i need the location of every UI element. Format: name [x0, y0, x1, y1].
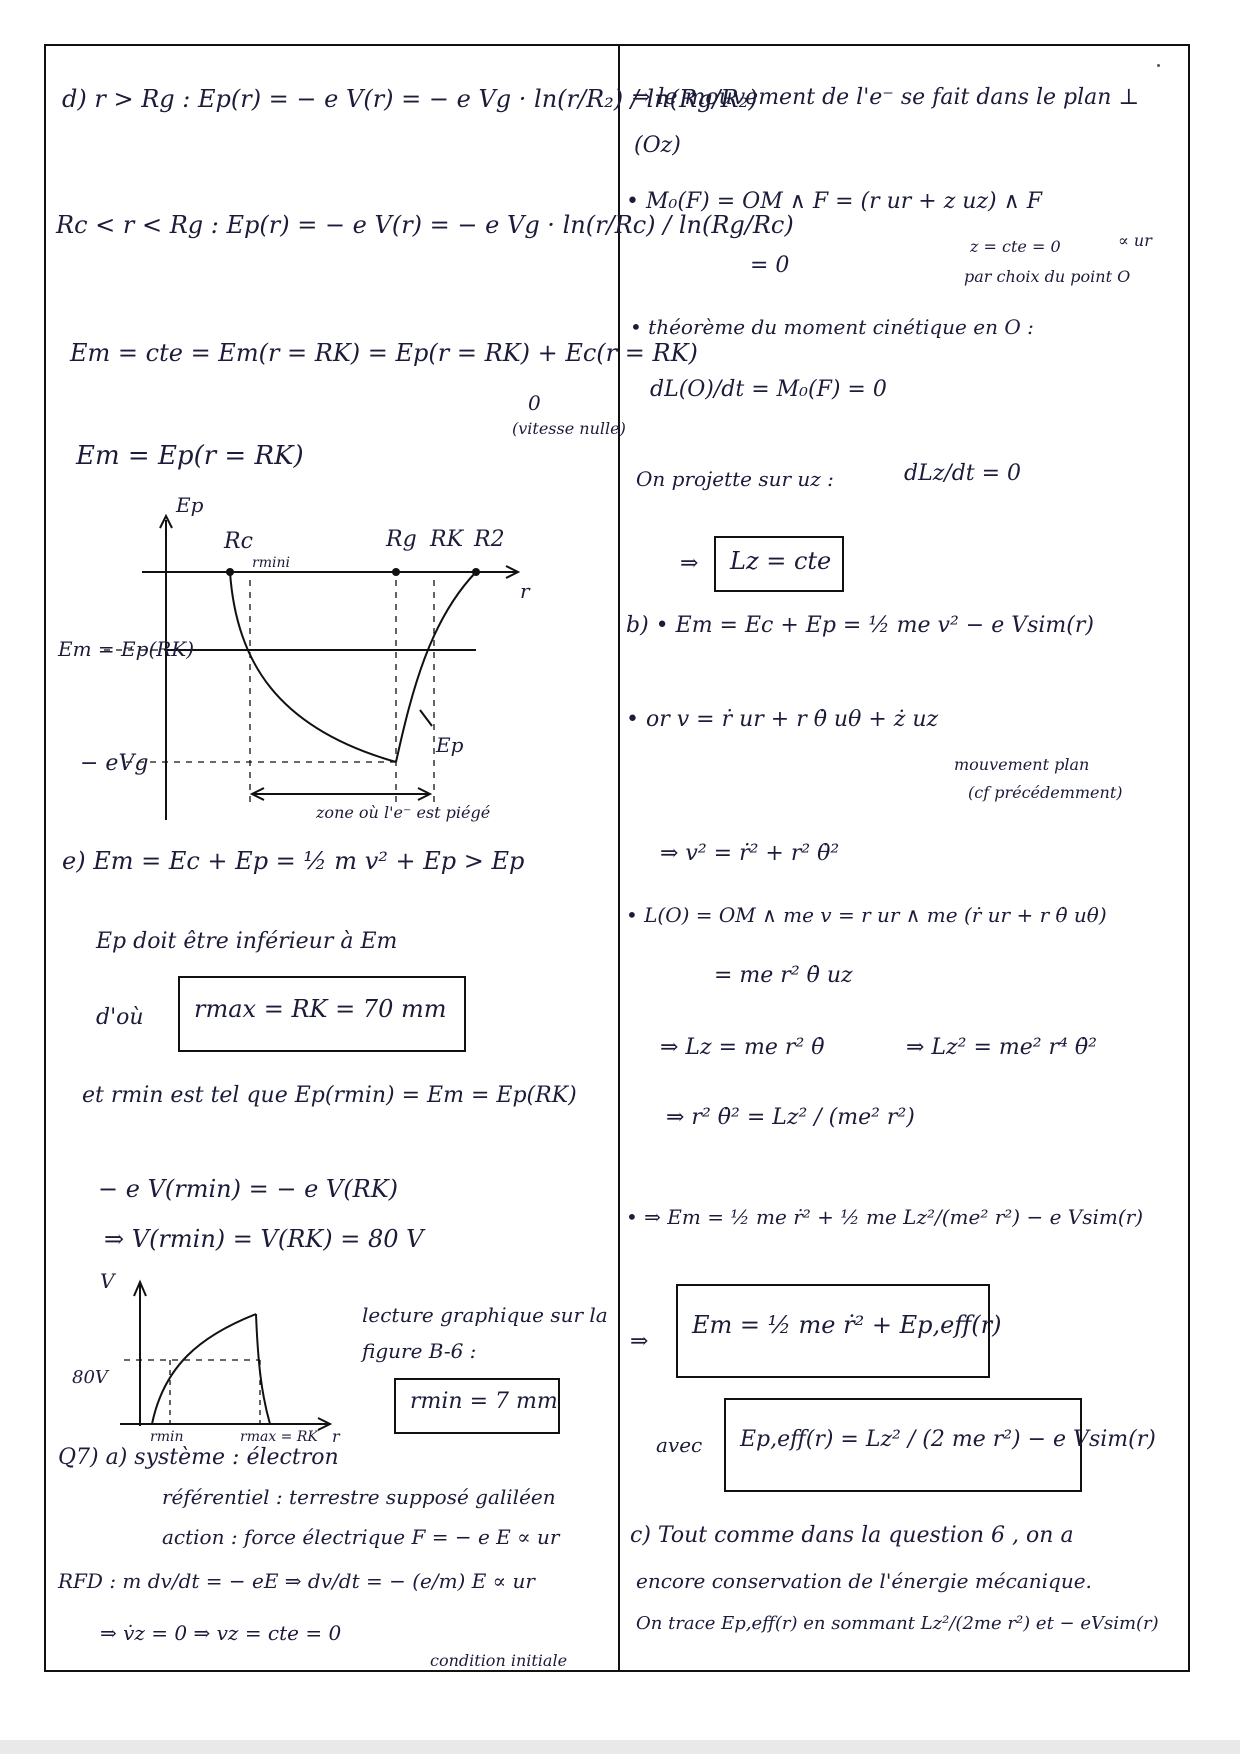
q7-action: action : force électrique F = − e E ∝ ur [162, 1525, 560, 1549]
mouvement-plan: mouvement plan [954, 755, 1090, 774]
ep-pointer [420, 710, 432, 726]
graph2-rmax: rmax = RK [240, 1429, 318, 1445]
v-curve-outer [256, 1314, 270, 1424]
plan-perpendicular: ⇒ le mouvement de l'e⁻ se fait dans le plan ⊥ [632, 85, 1140, 110]
part-c-line3: On trace Ep,eff(r) en sommant Lz²/(2me r²) et − eVsim(r) [636, 1613, 1159, 1634]
em-box [676, 1284, 1002, 1378]
v-graph [80, 1276, 360, 1436]
graph1-r2: R2 [474, 527, 505, 552]
projette: On projette sur uz : [636, 467, 834, 491]
graph1-vg-label: − eVg [80, 751, 149, 776]
avec: avec [656, 1433, 703, 1457]
rmin-result: rmin = 7 mm [410, 1389, 558, 1414]
moment-force: • M₀(F) = OM ∧ F = (r ur + z uz) ∧ F [626, 189, 1042, 214]
v-squared: ⇒ v² = ṙ² + r² θ̇² [660, 841, 840, 866]
ep-curve-inner [230, 572, 396, 762]
lz-expression: ⇒ Lz = me r² θ̇ [660, 1035, 825, 1060]
rmin-definition: et rmin est tel que Ep(rmin) = Em = Ep(RK) [82, 1083, 577, 1108]
q7-rfd: RFD : m dv/dt = − eE ⇒ dv/dt = − (e/m) E ∝ ur [58, 1569, 535, 1593]
choix-point: par choix du point O [964, 267, 1131, 286]
r2-point [472, 568, 480, 576]
graph1-xlabel: r [520, 579, 530, 603]
em-conservation: Em = cte = Em(r = RK) = Ep(r = RK) + Ec(r = RK) [70, 339, 698, 367]
ec-zero: 0 [528, 391, 541, 415]
q7-systeme: Q7) a) système : électron [58, 1445, 339, 1470]
plan-oz: (Oz) [634, 133, 681, 158]
part-d-exterior: d) r > Rg : Ep(r) = − e V(r) = − e Vg · ln(r/R₂) / ln(Rg/R₂) [62, 85, 758, 113]
graph1-rg: Rg [386, 527, 417, 552]
graph1-ep-curve-label: Ep [436, 733, 464, 757]
part-e-energy: e) Em = Ec + Ep = ½ m v² + Ep > Ep [62, 847, 525, 875]
dl-dt: dL(O)/dt = M₀(F) = 0 [650, 377, 887, 402]
condition-initiale: condition initiale [430, 1651, 568, 1670]
lz-box [714, 536, 844, 592]
column-divider [618, 44, 620, 1670]
em-full: • ⇒ Em = ½ me ṙ² + ½ me Lz²/(me² r²) − e Vsim(r) [626, 1205, 1143, 1229]
graph2-xlabel: r [332, 1427, 340, 1446]
d-ou: d'où [96, 1005, 144, 1030]
graph1-rk: RK [430, 527, 463, 552]
lz-constant: Lz = cte [730, 547, 832, 575]
part-c-line2: encore conservation de l'énergie mécanique. [636, 1569, 1092, 1593]
graph1-zone-label: zone où l'e⁻ est piégé [316, 803, 491, 822]
graph1-rc: Rc [224, 529, 253, 554]
r2-thetadot2: ⇒ r² θ̇² = Lz² / (me² r²) [666, 1105, 915, 1130]
q7-vz: ⇒ v̇z = 0 ⇒ vz = cte = 0 [100, 1621, 342, 1645]
rg-point [392, 568, 400, 576]
graph1-rmini: rmini [252, 555, 290, 571]
rmax-box [178, 976, 466, 1052]
part-c-line1: c) Tout comme dans la question 6 , on a [630, 1523, 1074, 1548]
graph1-ylabel: Ep [176, 493, 204, 517]
v-equation-1: − e V(rmin) = − e V(RK) [98, 1175, 398, 1203]
scan-bottom-strip [0, 1740, 1240, 1754]
v-curve-inner [152, 1314, 256, 1424]
velocity-expression: • or v = ṙ ur + r θ̇ uθ + ż uz [626, 707, 939, 732]
lecture-graphique: lecture graphique sur la [362, 1303, 608, 1327]
part-d-interior: Rc < r < Rg : Ep(r) = − e V(r) = − e Vg · ln(r/Rc) / ln(Rg/Rc) [56, 211, 794, 239]
ep-inferieur: Ep doit être inférieur à Em [96, 929, 398, 954]
graph2-80v: 80V [72, 1367, 108, 1388]
moment-zero: = 0 [750, 253, 790, 278]
em-effective: Em = ½ me ṙ² + Ep,eff(r) [692, 1311, 1002, 1339]
rmin-box [394, 1378, 560, 1434]
epeff-definition: Ep,eff(r) = Lz² / (2 me r²) − e Vsim(r) [740, 1427, 1156, 1452]
ur-note: ∝ ur [1118, 231, 1152, 250]
theoreme-moment-cinetique: • théorème du moment cinétique en O : [630, 315, 1034, 339]
v-equation-2: ⇒ V(rmin) = V(RK) = 80 V [104, 1225, 424, 1253]
figure-ref: figure B-6 : [362, 1339, 477, 1363]
epeff-box [724, 1398, 1156, 1492]
em-result: Em = Ep(r = RK) [76, 441, 304, 471]
lz-squared: ⇒ Lz² = me² r⁴ θ̇² [906, 1035, 1097, 1060]
rc-point [226, 568, 234, 576]
arrow-lz: ⇒ [680, 551, 699, 576]
vitesse-nulle-note: (vitesse nulle) [512, 419, 626, 438]
graph1-em-label: Em = Ep(RK) [58, 637, 195, 661]
angular-momentum-2: = me r² θ̇ uz [714, 963, 853, 988]
graph2-rmin: rmin [150, 1429, 184, 1445]
part-b-energy: b) • Em = Ec + Ep = ½ me v² − e Vsim(r) [626, 613, 1094, 638]
graph2-ylabel: V [100, 1269, 115, 1293]
arrow-em: ⇒ [630, 1329, 649, 1354]
cf-precedemment: (cf précédemment) [968, 783, 1123, 802]
z-note: z = cte = 0 [970, 237, 1061, 256]
dlz-dt: dLz/dt = 0 [904, 461, 1022, 486]
q7-referentiel: référentiel : terrestre supposé galiléen [162, 1485, 556, 1509]
angular-momentum: • L(O) = OM ∧ me v = r ur ∧ me (ṙ ur + r θ̇ uθ) [626, 903, 1107, 927]
rmax-result: rmax = RK = 70 mm [194, 995, 447, 1023]
